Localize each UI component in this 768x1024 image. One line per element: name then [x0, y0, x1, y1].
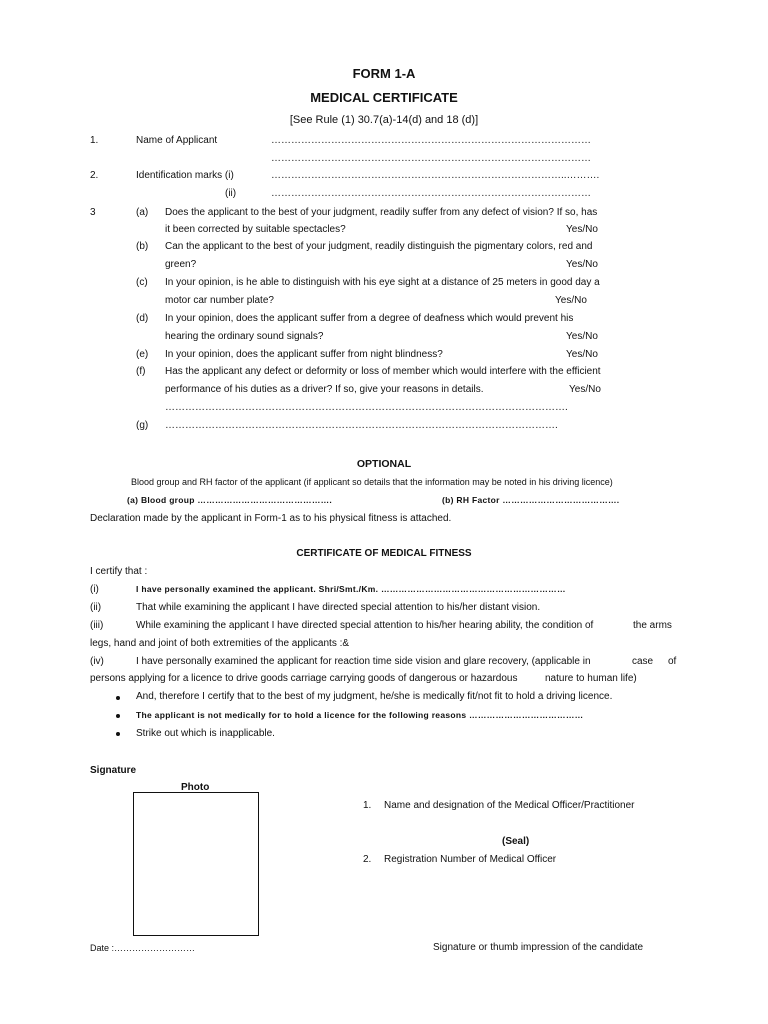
blood-group-field[interactable]: (a) Blood group ……………………………………….	[127, 495, 333, 505]
question-f-text: Has the applicant any defect or deformity or loss of member which would interfere with the efficient	[165, 366, 601, 377]
bullet-icon	[116, 732, 120, 736]
officer-name-designation-label: Name and designation of the Medical Officer/Practitioner	[384, 800, 635, 811]
photo-box[interactable]	[133, 792, 259, 936]
cert-item-ii-text: That while examining the applicant I have directed special attention to his/her distant vision.	[136, 602, 541, 613]
photo-label: Photo	[181, 782, 210, 793]
cert-item-iv-text: I have personally examined the applicant for reaction time side vision and glare recovery, (applicable in	[136, 656, 591, 667]
question-letter: (f)	[136, 366, 146, 377]
cert-item-iv-word: case	[632, 656, 654, 667]
rh-factor-field[interactable]: (b) RH Factor ………………………………….	[442, 495, 620, 505]
cert-item-iv-text-line2: persons applying for a licence to drive goods carriage carrying goods of dangerous or hazardous	[90, 673, 518, 684]
item-number: 2.	[90, 170, 99, 181]
form-number: FORM 1-A	[352, 66, 416, 81]
cert-item-i-text[interactable]: I have personally examined the applicant. Shri/Smt./Km. ………………………………………………………	[136, 584, 566, 594]
cert-item-number: (iv)	[90, 656, 104, 667]
question-c-text-line2: motor car number plate?	[165, 295, 274, 306]
identification-marks-label: Identification marks (i)	[136, 170, 234, 181]
question-e-text: In your opinion, does the applicant suffer from night blindness?	[165, 349, 443, 360]
item-number: 1.	[90, 135, 99, 146]
identification-mark-ii-label: (ii)	[225, 188, 237, 199]
question-b-text-line2: green?	[165, 259, 197, 270]
blood-group-note: Blood group and RH factor of the applicant (if applicant so details that the information may be noted in his driving licence)	[131, 477, 613, 487]
registration-number-label: Registration Number of Medical Officer	[384, 854, 557, 865]
cert-item-number: (iii)	[90, 620, 104, 631]
question-e-yes-no[interactable]: Yes/No	[566, 349, 598, 360]
question-g-field[interactable]: ……………………………………………………………………………………………………….	[165, 420, 558, 431]
question-a-text: Does the applicant to the best of your judgment, readily suffer from any defect of vision? If so, has	[165, 207, 598, 218]
certify-intro: I certify that :	[90, 566, 148, 577]
certificate-heading: CERTIFICATE OF MEDICAL FITNESS	[296, 548, 472, 559]
cert-item-number: (i)	[90, 584, 99, 595]
question-a-yes-no[interactable]: Yes/No	[566, 224, 598, 235]
cert-item-iv-text-line2-end: nature to human life)	[545, 673, 637, 684]
cert-item-iii-text-line2: legs, hand and joint of both extremities of the applicants :&	[90, 638, 350, 649]
applicant-name-field[interactable]: ……………………………………………………………………………………	[271, 135, 591, 146]
question-d-text-line2: hearing the ordinary sound signals?	[165, 331, 324, 342]
cert-item-iii-text-end: the arms	[633, 620, 672, 631]
question-c-yes-no[interactable]: Yes/No	[555, 295, 587, 306]
question-letter: (c)	[136, 277, 148, 288]
question-d-yes-no[interactable]: Yes/No	[566, 331, 598, 342]
officer-item-number: 1.	[363, 800, 372, 811]
officer-item-number: 2.	[363, 854, 372, 865]
date-field[interactable]: Date :………………………	[90, 943, 196, 953]
applicant-name-label: Name of Applicant	[136, 135, 218, 146]
question-f-text-line2: performance of his duties as a driver? If so, give your reasons in details.	[165, 384, 484, 395]
question-b-text: Can the applicant to the best of your judgment, readily distinguish the pigmentary colors, red and	[165, 241, 593, 252]
cert-item-iv-word: of	[668, 656, 677, 667]
question-letter: (e)	[136, 349, 149, 360]
bullet-icon	[116, 696, 120, 700]
rule-reference: [See Rule (1) 30.7(a)-14(d) and 18 (d)]	[289, 114, 479, 126]
cert-item-iii-text: While examining the applicant I have directed special attention to his/her hearing ability, the condition of	[136, 620, 594, 631]
question-d-text: In your opinion, does the applicant suffer from a degree of deafness which would prevent his	[165, 313, 574, 324]
identification-mark-1-field[interactable]: ……………………………………………………………………………..……….	[271, 170, 600, 181]
page-title: MEDICAL CERTIFICATE	[310, 90, 458, 105]
question-a-text-line2: it been corrected by suitable spectacles?	[165, 224, 346, 235]
optional-heading: OPTIONAL	[356, 458, 412, 470]
question-f-yes-no[interactable]: Yes/No	[569, 384, 601, 395]
item-number: 3	[90, 207, 96, 218]
cert-item-number: (ii)	[90, 602, 102, 613]
identification-mark-2-field[interactable]: ……………………………………………………………………………………	[271, 188, 591, 199]
candidate-signature-label: Signature or thumb impression of the candidate	[433, 942, 644, 953]
applicant-name-field-line2[interactable]: ……………………………………………………………………………………	[271, 153, 591, 164]
question-b-yes-no[interactable]: Yes/No	[566, 259, 598, 270]
seal-label: (Seal)	[502, 836, 530, 847]
question-letter: (a)	[136, 207, 149, 218]
question-letter: (g)	[136, 420, 149, 431]
question-f-reasons-field[interactable]: ………………………………………………………………………………………………………….	[165, 402, 568, 413]
bullet-icon	[116, 714, 120, 718]
question-c-text: In your opinion, is he able to distinguish with his eye sight at a distance of 25 meters in good day a	[165, 277, 600, 288]
fitness-statement: And, therefore I certify that to the best of my judgment, he/she is medically fit/not fit to hold a driving licence.	[136, 691, 613, 702]
unfit-reasons-field[interactable]: The applicant is not medically for to hold a licence for the following reasons …………………………………	[136, 710, 584, 720]
strike-out-note: Strike out which is inapplicable.	[136, 728, 275, 739]
question-letter: (d)	[136, 313, 149, 324]
declaration-text: Declaration made by the applicant in Form-1 as to his physical fitness is attached.	[90, 513, 452, 524]
question-letter: (b)	[136, 241, 149, 252]
signature-label: Signature	[90, 765, 137, 776]
